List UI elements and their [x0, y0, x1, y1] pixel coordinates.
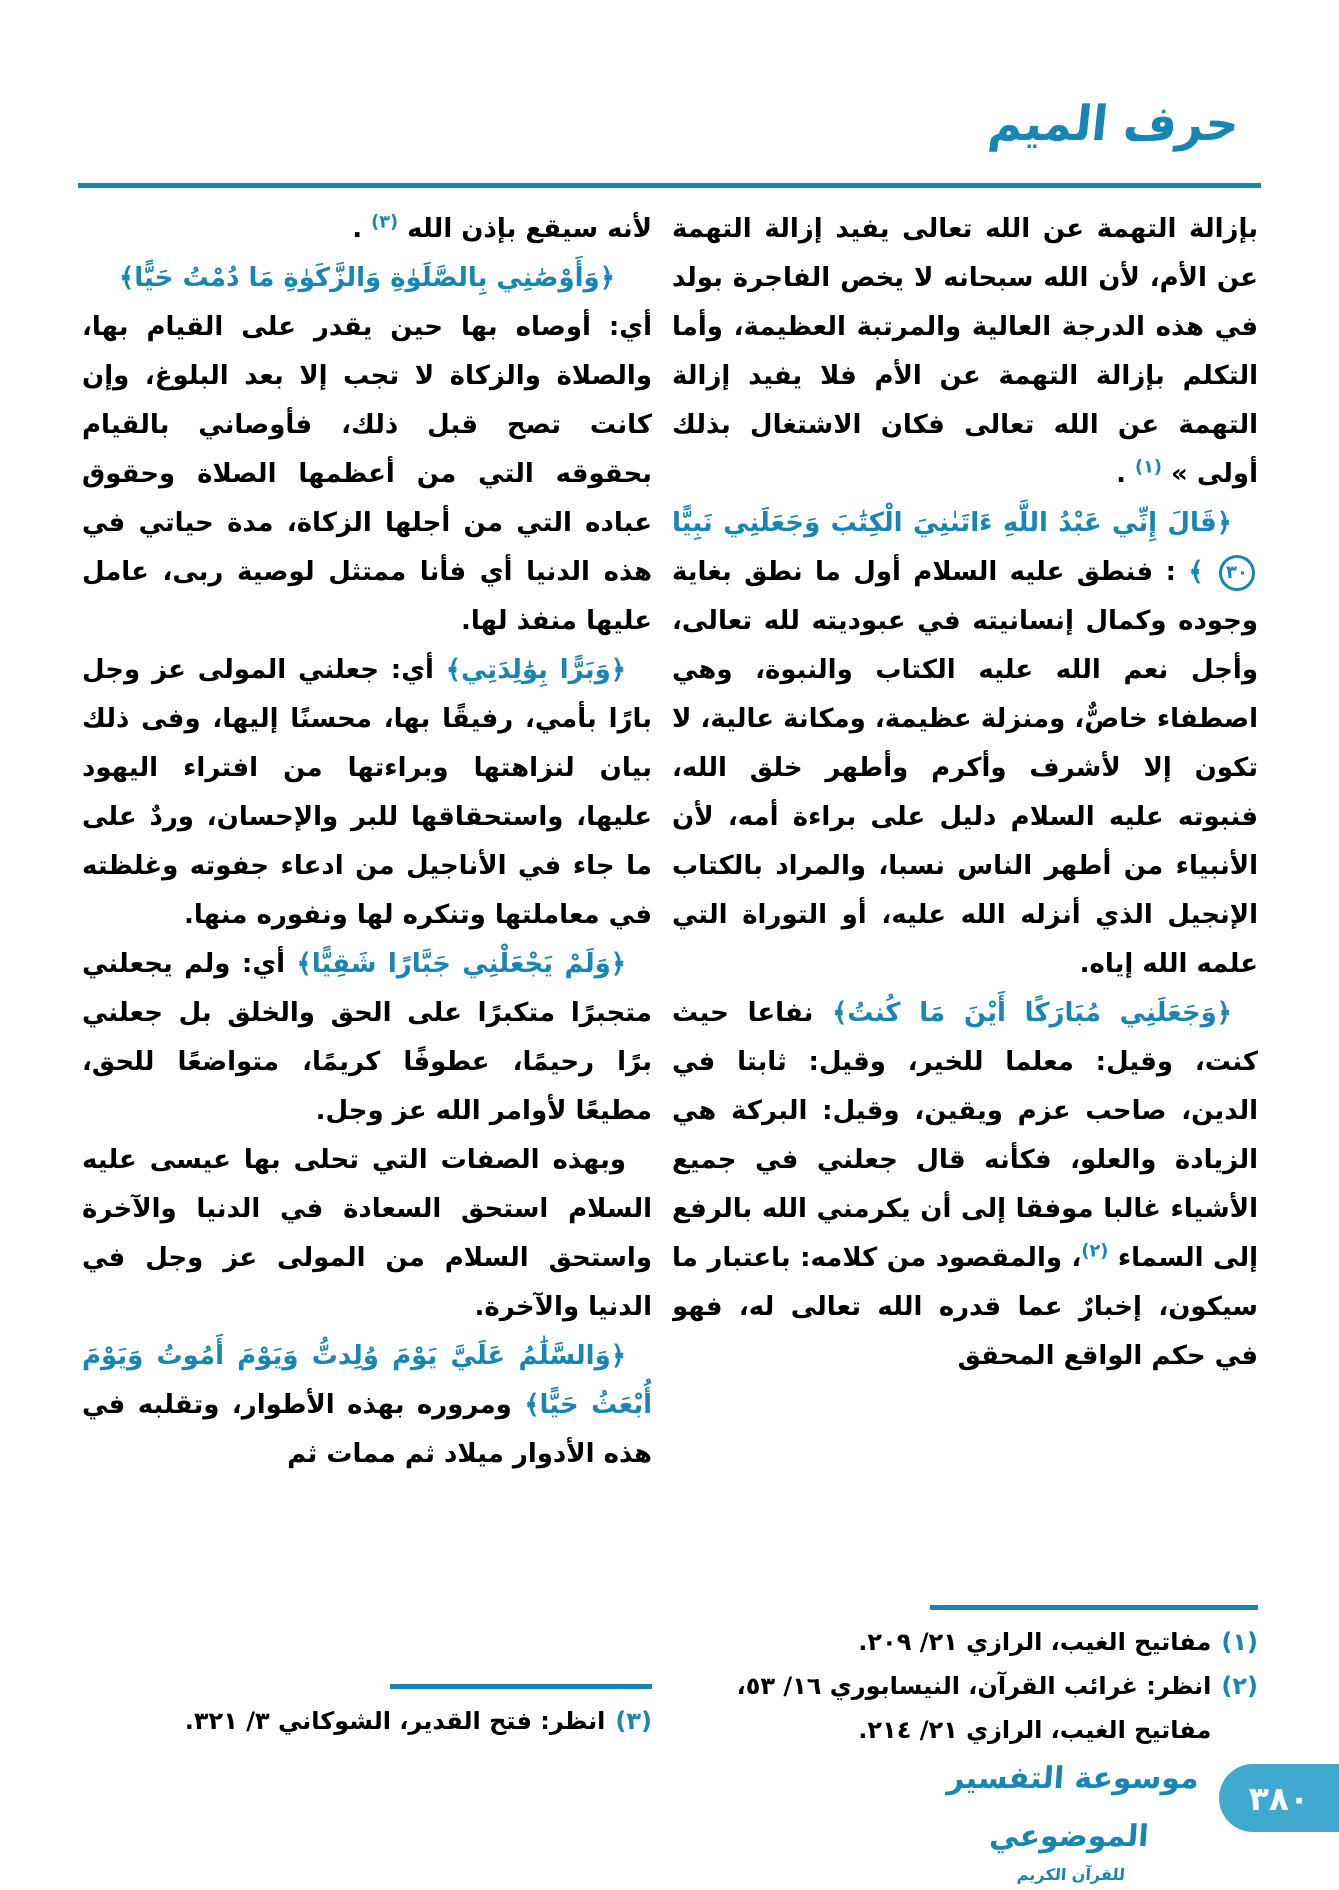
body-text: ، والمقصود من كلامه: باعتبار ما سيكون، إخبارٌ عما قدره الله تعالى له، فهو في حكم الواقع المحقق [672, 1243, 1258, 1371]
quran-verse: ﴿وَأَوْصَٰنِي بِالصَّلَوٰةِ وَالزَّكَوٰةِ مَا دُمْتُ حَيًّا﴾ [119, 263, 615, 293]
footnote-marker: (١) [1221, 1628, 1258, 1656]
page-number: ٣٨٠ [1248, 1778, 1310, 1818]
body-text: : فنطق عليه السلام أول ما نطق بغاية وجوده وكمال إنسانيته في عبوديته لله تعالى، وأجل نعم الله عليه الكتاب والنبوة، وهي اصطفاء خاصٌّ، ومنزلة عظيمة، ومكانة عالية، لا تكون إلا لأشرف وأكرم وأطهر خلق الله، فنبوته عليه السلام دليل على براءة أمه، لأن الأنبياء من أطهر الناس نسبا، والمراد بالكتاب الإنجيل الذي أنزله الله عليه، أو التوراة التي علمه الله إياه. [672, 557, 1258, 979]
paragraph [672, 499, 1258, 989]
quran-verse: ﴾ [1188, 557, 1216, 587]
ayah-number-medallion: ٣٠ [1219, 555, 1255, 591]
footnote-ref: (٣) [371, 212, 399, 233]
paragraph [82, 1332, 652, 1479]
footnote [672, 1620, 1258, 1664]
quran-verse: ﴿وَلَمْ يَجْعَلْنِي جَبَّارًا شَقِيًّا﴾ [296, 949, 626, 979]
footnote [672, 1664, 1258, 1752]
body-text: ومروره بهذه الأطوار، وتقلبه في هذه الأدوار ميلاد ثم ممات ثم [82, 1390, 652, 1469]
footnotes-left [82, 1684, 652, 1743]
paragraph [672, 205, 1258, 499]
quran-verse: ﴿وَالسَّلَٰمُ عَلَيَّ يَوْمَ وُلِدتُّ وَيَوْمَ أَمُوتُ وَيَوْمَ أُبْعَثُ حَيًّا﴾ [82, 1341, 652, 1420]
footnote-separator [390, 1684, 652, 1689]
body-text: أي: أوصاه بها حين يقدر على القيام بها، والصلاة والزكاة لا تجب إلا بعد البلوغ، وإن كانت تصح قبل ذلك، فأوصاني بالقيام بحقوقه التي من أعظمها الصلاة وحقوق عباده التي من أجلها الزكاة، مدة حياتي في هذه الدنيا أي فأنا ممتثل لوصية ربى، عامل عليها منفذ لها. [82, 312, 652, 636]
body-text: . [352, 214, 372, 244]
footnote-list [82, 1699, 652, 1743]
body-text: نفاعا حيث كنت، وقيل: معلما للخير، وقيل: ثابتا في الدين، صاحب عزم ويقين، وقيل: البركة هي الزيادة والعلو، فكأنه قال جعلني في جميع الأشياء غالبا موفقا إلى أن يكرمني الله بالرفع إلى السماء [672, 998, 1258, 1273]
footnote-ref: (٢) [1081, 1241, 1109, 1262]
footnote-separator [930, 1605, 1258, 1610]
publisher-logo-title: موسوعة التفسير الموضوعي [946, 1761, 1201, 1854]
footnote-marker: (٢) [1221, 1672, 1258, 1700]
column-left [82, 205, 652, 1665]
footnote-marker: (٣) [615, 1707, 652, 1735]
column-right [672, 205, 1258, 1590]
paragraph [82, 254, 652, 646]
body-text: . [1116, 459, 1135, 489]
footnote-text: انظر: فتح القدير، الشوكاني ٣/ ٣٢١. [184, 1707, 606, 1735]
paragraph [82, 646, 652, 940]
paragraph [82, 205, 652, 254]
quran-verse: ﴿قَالَ إِنِّي عَبْدُ اللَّهِ ءَاتَىٰنِيَ الْكِتَٰبَ وَجَعَلَنِي نَبِيًّا [672, 508, 1232, 538]
section-title: حرف الميم [986, 94, 1242, 152]
footnote [82, 1699, 652, 1743]
footnote-text: انظر: غرائب القرآن، النيسابوري ١٦/ ٥٣، مفاتيح الغيب، الرازي ٢١/ ٢١٤. [736, 1672, 1212, 1744]
paragraph [82, 1136, 652, 1332]
body-text: لأنه سيقع بإذن الله [398, 214, 652, 244]
body-text: وبهذه الصفات التي تحلى بها عيسى عليه السلام استحق السعادة في الدنيا والآخرة واستحق السلام من المولى عز وجل في الدنيا والآخرة. [82, 1145, 652, 1322]
paragraph [672, 989, 1258, 1381]
quran-verse: ﴿وَجَعَلَنِي مُبَارَكًا أَيْنَ مَا كُنتُ﴾ [832, 998, 1232, 1028]
footnotes-right [672, 1605, 1258, 1752]
body-text: بإزالة التهمة عن الله تعالى يفيد إزالة التهمة عن الأم، لأن الله سبحانه لا يخص الفاجرة بولد في هذه الدرجة العالية والمرتبة العظيمة، وأما التكلم بإزالة التهمة عن الأم فلا يفيد إزالة التهمة عن الله تعالى فكان الاشتغال بذلك أولى » [672, 214, 1258, 489]
body-text: أي: جعلني المولى عز وجل بارًا بأمي، رفيقًا بها، محسنًا إليها، وفى ذلك بيان لنزاهتها وبراءتها من افتراء اليهود عليها، واستحقاقها للبر والإحسان، وردٌ على ما جاء في الأناجيل من ادعاء جفوته وغلظته في معاملتها وتنكره لها ونفوره منها. [82, 655, 652, 930]
footnote-list [672, 1620, 1258, 1752]
paragraph [82, 940, 652, 1136]
quran-verse: ﴿وَبَرًّا بِوَٰلِدَتِي﴾ [445, 655, 626, 685]
publisher-logo-subtitle: للقرآن الكريم [1016, 1865, 1126, 1884]
body-text: أي: ولم يجعلني متجبرًا متكبرًا على الحق والخلق بل جعلني برًا رحيمًا، عطوفًا كريمًا، متواضعًا للحق، مطيعًا لأوامر الله عز وجل. [82, 949, 652, 1126]
page-number-badge [1219, 1764, 1339, 1832]
footnote-text: مفاتيح الغيب، الرازي ٢١/ ٢٠٩. [858, 1628, 1212, 1656]
header-rule [78, 183, 1261, 188]
publisher-logo [937, 1750, 1205, 1884]
footnote-ref: (١) [1135, 457, 1162, 478]
